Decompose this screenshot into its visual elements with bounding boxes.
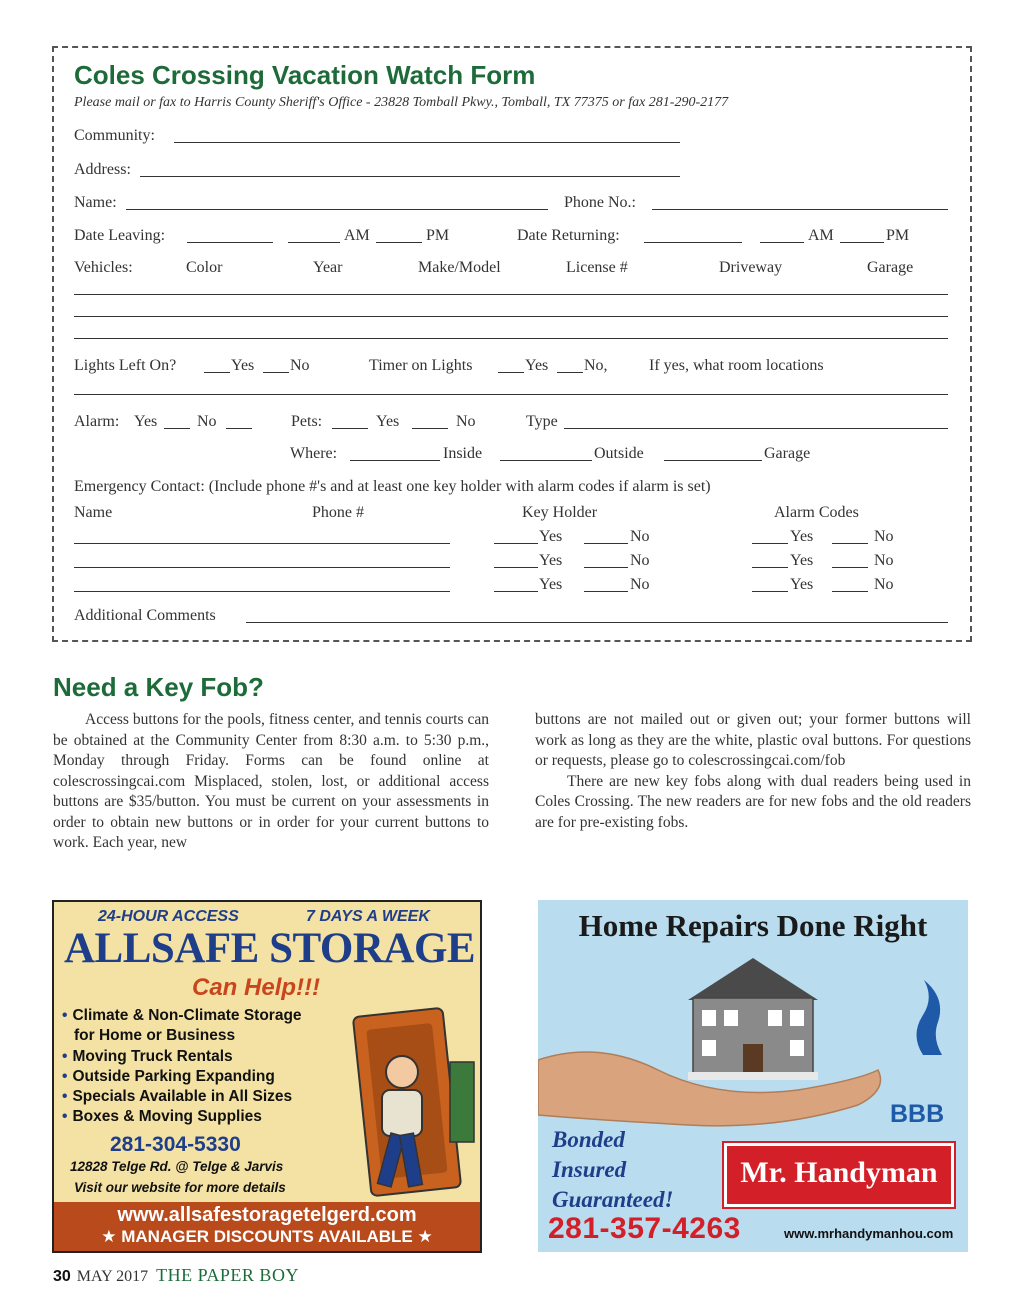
- leaving-am-field[interactable]: [288, 242, 340, 243]
- feature-item: • Moving Truck Rentals: [62, 1047, 233, 1065]
- contact-3-key-no-label: No: [630, 576, 650, 593]
- form-title: Coles Crossing Vacation Watch Form: [74, 60, 536, 90]
- contact-1-alarm-no-field[interactable]: [832, 543, 868, 544]
- bonded-text: Bonded: [552, 1127, 625, 1152]
- bbb-logo-text: BBB: [890, 1100, 945, 1128]
- timer-label: Timer on Lights: [369, 357, 473, 374]
- can-help-text: Can Help!!!: [192, 974, 320, 1001]
- storage-features-list: [62, 1006, 302, 1128]
- handyman-url-link[interactable]: www.mrhandymanhou.com: [784, 1226, 954, 1241]
- returning-am-label: AM: [808, 227, 834, 244]
- mr-handyman-ad[interactable]: [538, 900, 968, 1252]
- type-label: Type: [526, 413, 558, 430]
- contact-1-key-no-label: No: [630, 528, 650, 545]
- community-label: Community:: [74, 127, 155, 144]
- contact-2-key-no-label: No: [630, 552, 650, 569]
- room-locations-field[interactable]: [74, 394, 948, 395]
- storage-url-bar: [54, 1202, 480, 1251]
- storage-url-link[interactable]: www.allsafestoragetelgerd.com: [117, 1204, 417, 1226]
- garage-label: Garage: [764, 445, 811, 462]
- pets-label: Pets:: [291, 413, 323, 430]
- contact-3-alarm-yes-field[interactable]: [752, 591, 788, 592]
- contact-2-alarm-no-field[interactable]: [832, 567, 868, 568]
- contact-1-key-yes-label: Yes: [539, 528, 563, 545]
- contact-2-key-yes-label: Yes: [539, 552, 563, 569]
- magazine-name: THE PAPER BOY: [156, 1265, 299, 1285]
- mr-handyman-brand: Mr. Handyman: [740, 1156, 938, 1189]
- alarm-yes-label: Yes: [134, 413, 158, 430]
- contact-2-key-yes-field[interactable]: [494, 567, 538, 568]
- date-returning-field[interactable]: [644, 242, 742, 243]
- bullet-icon: •: [62, 1108, 68, 1126]
- comments-field[interactable]: [246, 622, 948, 623]
- where-inside-field[interactable]: [350, 460, 440, 461]
- where-label: Where:: [290, 445, 338, 462]
- community-field[interactable]: [174, 142, 680, 143]
- vehicle-col-garage: Garage: [867, 259, 914, 276]
- address-field[interactable]: [140, 176, 680, 177]
- type-field[interactable]: [564, 428, 948, 429]
- vehicle-col-color: Color: [186, 259, 223, 276]
- feature-item: • Outside Parking Expanding: [62, 1067, 275, 1085]
- outside-label: Outside: [594, 445, 644, 462]
- leaving-pm-field[interactable]: [376, 242, 422, 243]
- handyman-phone[interactable]: 281-357-4263: [548, 1212, 741, 1245]
- phone-label: Phone No.:: [564, 194, 636, 211]
- feature-item: • Boxes & Moving Supplies: [62, 1108, 262, 1126]
- contact-1-key-no-field[interactable]: [584, 543, 628, 544]
- timer-no-field[interactable]: [557, 372, 583, 373]
- article-title: Need a Key Fob?: [53, 672, 264, 702]
- storage-address: 12828 Telge Rd. @ Telge & Jarvis: [70, 1159, 284, 1174]
- vehicle-col-driveway: Driveway: [719, 259, 783, 276]
- alarm-yes-field[interactable]: [164, 428, 190, 429]
- comments-label: Additional Comments: [74, 607, 216, 624]
- leaving-am-label: AM: [344, 227, 370, 244]
- contact-2-name-phone-field[interactable]: [74, 567, 450, 568]
- where-outside-field[interactable]: [500, 460, 592, 461]
- date-leaving-label: Date Leaving:: [74, 227, 166, 244]
- pets-yes-field[interactable]: [332, 428, 368, 429]
- pets-yes-label: Yes: [376, 413, 400, 430]
- contact-col-phone: Phone #: [312, 504, 364, 521]
- alarm-no-label: No: [197, 413, 217, 430]
- returning-pm-label: PM: [886, 227, 910, 244]
- vehicle-col-license: License #: [566, 259, 628, 276]
- handyman-headline: Home Repairs Done Right: [578, 908, 928, 943]
- contact-1-key-yes-field[interactable]: [494, 543, 538, 544]
- lights-no-field[interactable]: [263, 372, 289, 373]
- contact-1-alarm-yes-label: Yes: [790, 528, 814, 545]
- address-label: Address:: [74, 161, 131, 178]
- pets-no-label: No: [456, 413, 476, 430]
- contact-col-key-holder: Key Holder: [522, 504, 598, 521]
- ad-tag-7-days: 7 DAYS A WEEK: [306, 908, 430, 925]
- mover-cartoon-illustration: [332, 1002, 482, 1202]
- article-column-right: [535, 710, 971, 833]
- guaranteed-text: Guaranteed!: [552, 1187, 674, 1212]
- ad-tag-24-hour: 24-HOUR ACCESS: [98, 908, 239, 925]
- where-garage-field[interactable]: [664, 460, 762, 461]
- name-label: Name:: [74, 194, 117, 211]
- article-right-text-1: buttons are not mailed out or given out; your former buttons will work as long as they are the white, plastic oval buttons. For questions or requests, please go to colescrossingcai.com/fob: [535, 711, 971, 769]
- form-subtitle: Please mail or fax to Harris County Sheriff's Office - 23828 Tomball Pkwy., Tomball, TX 77375 or fax 281-290-2177: [74, 95, 729, 110]
- storage-phone[interactable]: 281-304-5330: [110, 1133, 241, 1156]
- manager-discounts-text: ★ MANAGER DISCOUNTS AVAILABLE ★: [101, 1227, 433, 1246]
- returning-am-field[interactable]: [760, 242, 804, 243]
- feature-item: for Home or Business: [74, 1027, 236, 1045]
- lights-no-label: No: [290, 357, 310, 374]
- timer-no-label: No,: [584, 357, 608, 374]
- storage-visit-text: Visit our website for more details: [74, 1180, 286, 1195]
- vehicle-line-2[interactable]: [74, 316, 948, 317]
- contact-1-alarm-yes-field[interactable]: [752, 543, 788, 544]
- article-right-text-2: There are new key fobs along with dual readers being used in Coles Crossing. The new readers are for new fobs and the old readers are for pre-existing fobs.: [535, 772, 971, 831]
- vehicles-label: Vehicles:: [74, 259, 133, 276]
- alarm-label: Alarm:: [74, 413, 120, 430]
- vehicle-col-year: Year: [313, 259, 343, 276]
- emergency-contact-label: Emergency Contact: (Include phone #'s and at least one key holder with alarm codes if alarm is set): [74, 478, 711, 495]
- contact-2-alarm-no-label: No: [874, 552, 894, 569]
- allsafe-storage-ad[interactable]: [52, 900, 482, 1253]
- contact-2-key-no-field[interactable]: [584, 567, 628, 568]
- article-column-left: [53, 710, 489, 854]
- contact-col-alarm-codes: Alarm Codes: [774, 504, 859, 521]
- contact-2-alarm-yes-label: Yes: [790, 552, 814, 569]
- lights-yes-field[interactable]: [204, 372, 230, 373]
- lights-yes-label: Yes: [231, 357, 255, 374]
- contact-3-name-phone-field[interactable]: [74, 591, 450, 592]
- date-returning-label: Date Returning:: [517, 227, 620, 244]
- if-yes-label: If yes, what room locations: [649, 357, 824, 374]
- bullet-icon: •: [62, 1088, 68, 1106]
- page-number: 30: [53, 1268, 71, 1285]
- date-leaving-field[interactable]: [187, 242, 273, 243]
- returning-pm-field[interactable]: [840, 242, 884, 243]
- contact-1-name-phone-field[interactable]: [74, 543, 450, 544]
- contact-col-name: Name: [74, 504, 113, 521]
- timer-yes-field[interactable]: [498, 372, 524, 373]
- contact-3-key-yes-label: Yes: [539, 576, 563, 593]
- insured-text: Insured: [552, 1157, 627, 1182]
- bullet-icon: •: [62, 1007, 68, 1024]
- bullet-icon: •: [62, 1047, 68, 1065]
- issue-date: MAY 2017: [76, 1268, 149, 1285]
- vehicle-line-1[interactable]: [74, 294, 948, 295]
- lights-label: Lights Left On?: [74, 357, 177, 374]
- contact-2-alarm-yes-field[interactable]: [752, 567, 788, 568]
- bullet-icon: •: [62, 1067, 68, 1085]
- pets-no-field[interactable]: [412, 428, 448, 429]
- feature-item: • Climate & Non-Climate Storage: [62, 1007, 302, 1024]
- name-field[interactable]: [126, 209, 548, 210]
- vacation-watch-form: [52, 46, 972, 642]
- vehicle-col-make-model: Make/Model: [418, 259, 501, 276]
- mr-handyman-logo: [724, 1143, 954, 1207]
- contact-3-alarm-no-label: No: [874, 576, 894, 593]
- contact-3-alarm-no-field[interactable]: [832, 591, 868, 592]
- timer-yes-label: Yes: [525, 357, 549, 374]
- storage-brand: ALLSAFE STORAGE: [64, 925, 476, 972]
- feature-item: • Specials Available in All Sizes: [62, 1088, 293, 1106]
- contact-3-key-no-field[interactable]: [584, 591, 628, 592]
- article-left-text: Access buttons for the pools, fitness center, and tennis courts can be obtained at the Community Center from 8:30 a.m. to 5:30 p.m., Monday through Friday. Forms can be found online at colescrossingcai.com Misplaced, stolen, lost, or additional access buttons are $35/button. You must be current on your assessments in order to obtain new buttons or in order for your current buttons to work. Each year, new: [53, 711, 489, 851]
- page-footer: [53, 1265, 299, 1286]
- contact-3-key-yes-field[interactable]: [494, 591, 538, 592]
- bonded-insured-guaranteed: [552, 1125, 673, 1215]
- alarm-no-field[interactable]: [226, 428, 252, 429]
- leaving-pm-label: PM: [426, 227, 450, 244]
- phone-field[interactable]: [652, 209, 948, 210]
- contact-3-alarm-yes-label: Yes: [790, 576, 814, 593]
- contact-1-alarm-no-label: No: [874, 528, 894, 545]
- vehicle-line-3[interactable]: [74, 338, 948, 339]
- inside-label: Inside: [443, 445, 483, 462]
